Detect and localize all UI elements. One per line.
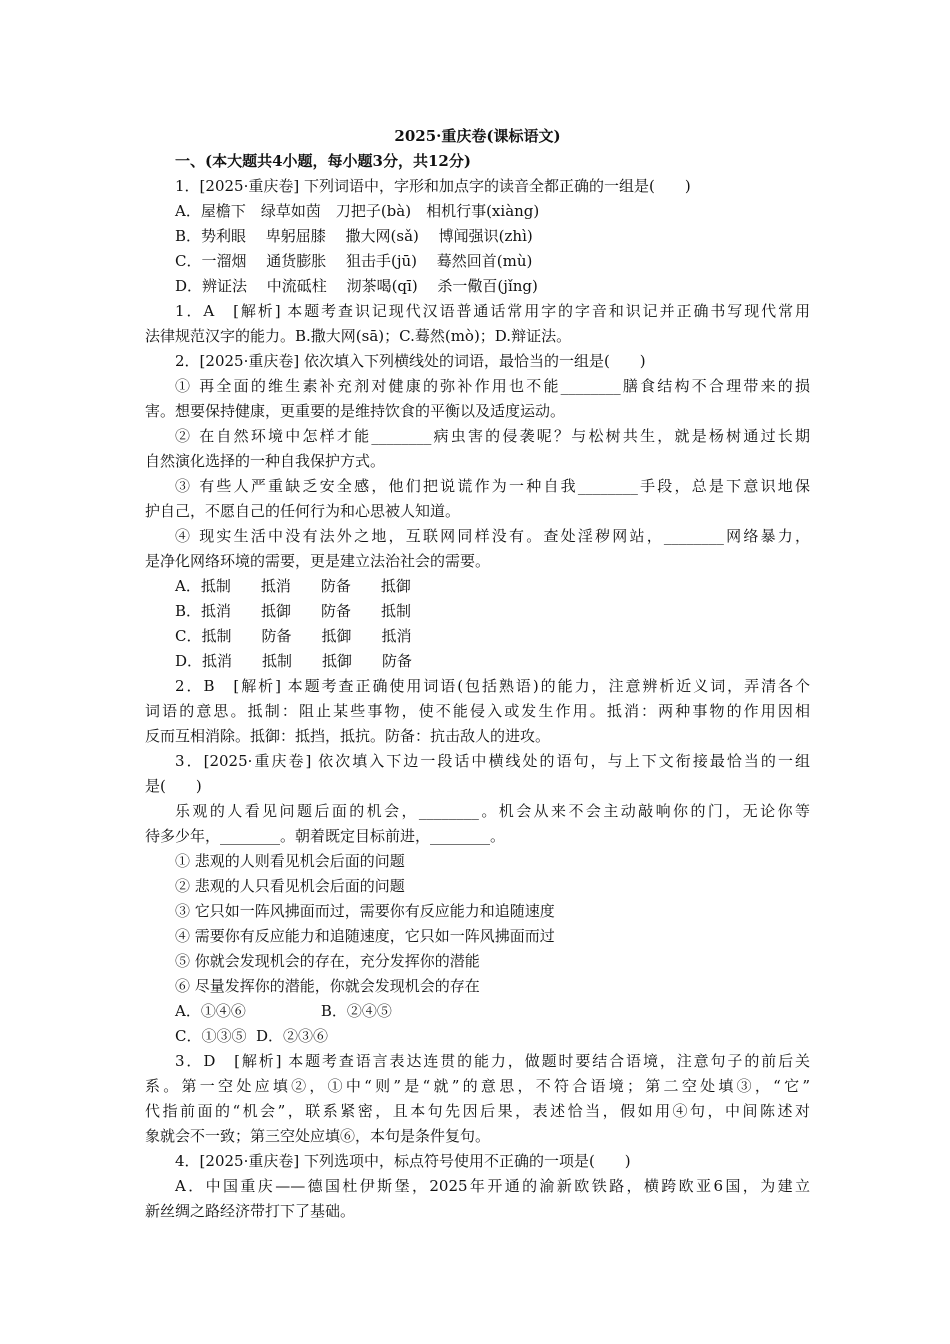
text-line: B．抵消 抵御 防备 抵制 [175, 602, 412, 620]
text-line: 护自己，不愿自己的任何行为和心思被人知道。 [145, 502, 461, 520]
text-line: A．①④⑥ B．②④⑤ [175, 1002, 392, 1020]
text-line: C．一溜烟 通货膨胀 狙击手(jū) 蓦然回首(mù) [175, 252, 533, 270]
text-line: A．屋檐下 绿草如茵 刀把子(bà) 相机行事(xiàng) [175, 202, 540, 220]
page-title: 2025·重庆卷(课标语文) [394, 127, 561, 145]
text-line: 是净化网络环境的需要，更是建立法治社会的需要。 [145, 552, 491, 570]
text-line: ③ 它只如一阵风拂面而过，需要你有反应能力和追随速度 [175, 902, 555, 920]
text-line: 2．B [解析] 本题考查正确使用词语(包括熟语)的能力，注意辨析近义词，弄清各个 [175, 677, 810, 695]
text-line: 3．D [解析] 本题考查语言表达连贯的能力，做题时要结合语境，注意句子的前后关 [175, 1052, 810, 1070]
text-line: 4．[2025·重庆卷] 下列选项中，标点符号使用不正确的一项是( ) [175, 1152, 631, 1170]
text-line: 自然演化选择的一种自我保护方式。 [145, 452, 386, 470]
text-line: ② 悲观的人只看见机会后面的问题 [175, 877, 405, 895]
text-line: 3．[2025·重庆卷] 依次填入下边一段话中横线处的语句，与上下文衔接最恰当的一组 [175, 752, 810, 770]
text-line: ② 在自然环境中怎样才能________病虫害的侵袭呢？与松树共生，就是杨树通过长期 [175, 427, 810, 445]
text-line: C．①③⑤ D．②③⑥ [175, 1027, 329, 1045]
text-line: ④ 需要你有反应能力和追随速度，它只如一阵风拂面而过 [175, 927, 555, 945]
text-line: 是( ) [145, 777, 202, 795]
text-line: ① 悲观的人则看见机会后面的问题 [175, 852, 405, 870]
text-line: ⑥ 尽量发挥你的潜能，你就会发现机会的存在 [175, 977, 480, 995]
text-line: 法律规范汉字的能力。B.撒大网(sā)；C.蓦然(mò)；D.辩证法。 [145, 327, 572, 345]
text-line: 害。想要保持健康，更重要的是维持饮食的平衡以及适度运动。 [145, 402, 566, 420]
text-line: 词语的意思。抵制：阻止某些事物，使不能侵入或发生作用。抵消：两种事物的作用因相 [145, 702, 810, 720]
text-line: 2．[2025·重庆卷] 依次填入下列横线处的词语，最恰当的一组是( ) [175, 352, 646, 370]
text-line: B．势利眼 卑躬屈膝 撒大网(sǎ) 博闻强识(zhì) [175, 227, 533, 245]
text-line: D．辨证法 中流砥柱 沏茶喝(qī) 杀一儆百(jǐng) [175, 277, 538, 295]
text-line: A．抵制 抵消 防备 抵御 [175, 577, 411, 595]
text-line: D．抵消 抵制 抵御 防备 [175, 652, 413, 670]
text-line: 反而互相消除。抵御：抵挡，抵抗。防备：抗击敌人的进攻。 [145, 727, 551, 745]
document-page [145, 124, 810, 1224]
text-line: C．抵制 防备 抵御 抵消 [175, 627, 412, 645]
document-body [145, 174, 810, 1224]
text-line: ③ 有些人严重缺乏安全感，他们把说谎作为一种自我________手段，总是下意识地保 [175, 477, 810, 495]
text-line: 1．[2025·重庆卷] 下列词语中，字形和加点字的读音全都正确的一组是( ) [175, 177, 691, 195]
text-line: 乐观的人看见问题后面的机会，________。机会从来不会主动敲响你的门，无论你等 [175, 802, 810, 820]
text-line: ④ 现实生活中没有法外之地，互联网同样没有。查处淫秽网站，________网络暴力， [175, 527, 810, 545]
text-line: 象就会不一致；第三空处应填⑥，本句是条件复句。 [145, 1127, 491, 1145]
text-line: 1．A [解析] 本题考查识记现代汉语普通话常用字的字音和识记并正确书写现代常用 [175, 302, 810, 320]
section-heading: 一、(本大题共4小题，每小题3分，共12分) [175, 152, 471, 170]
text-line: ⑤ 你就会发现机会的存在，充分发挥你的潜能 [175, 952, 480, 970]
text-line: ① 再全面的维生素补充剂对健康的弥补作用也不能________膳食结构不合理带来的损 [175, 377, 810, 395]
text-line: A．中国重庆——德国杜伊斯堡，2025年开通的渝新欧铁路，横跨欧亚6国，为建立 [175, 1177, 810, 1195]
text-line: 代指前面的“机会”，联系紧密，且本句先因后果，表述恰当，假如用④句，中间陈述对 [145, 1102, 810, 1120]
text-line: 待多少年，________。朝着既定目标前进，________。 [145, 827, 506, 845]
text-line: 系。第一空处应填②，①中“则”是“就”的意思，不符合语境；第二空处填③，“它” [145, 1077, 810, 1095]
text-line: 新丝绸之路经济带打下了基础。 [145, 1202, 356, 1220]
